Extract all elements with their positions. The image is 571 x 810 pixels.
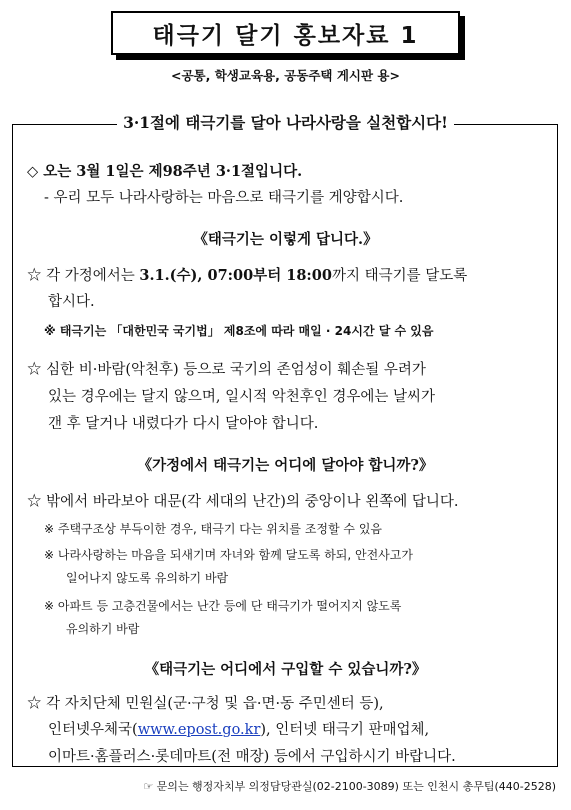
section1-item1-date: 3.1.(수), 07:00부터 18:00 [139,267,332,284]
epost-link[interactable]: www.epost.go.kr [137,722,261,738]
star-icon: ☆ [27,268,42,284]
section2-note-1: ※ 주택구조상 부득이한 경우, 태극기 다는 위치를 조정할 수 있음 [44,522,383,536]
star-icon: ☆ [27,494,42,510]
section1-item2-line1 [27,358,426,379]
section1-item1-text-c: 까지 태극기를 달도록 [331,268,468,284]
section2-note-3-cont: 유의하기 바람 [66,622,140,636]
section1-item2-line3: 갠 후 달거나 내렸다가 다시 달아야 합니다. [48,416,319,432]
section3-heading: 《태극기는 어디에서 구입할 수 있습니까?》 [144,661,427,678]
intro-text: 오는 3월 1일은 제98주년 3·1절입니다. [43,163,303,180]
section1-item2-line2: 있는 경우에는 달지 않으며, 일시적 악천후인 경우에는 날씨가 [48,389,436,405]
banner [0,111,571,133]
section2-heading: 《가정에서 태극기는 어디에 달아야 합니까?》 [137,457,434,474]
diamond-icon: ◇ [27,163,39,180]
section1-heading: 《태극기는 이렇게 답니다.》 [193,231,378,248]
banner-text: 3·1절에 태극기를 달아 나라사랑을 실천합시다! [117,113,454,132]
section2-note-3: ※ 아파트 등 고층건물에서는 난간 등에 단 태극기가 떨어지지 않도록 [44,599,402,613]
section3-item-text2b: ), 인터넷 태극기 판매업체, [260,722,430,738]
section3-item-line3: 이마트·홈플러스·롯데마트(전 매장) 등에서 구입하시기 바랍니다. [48,749,456,765]
section3-item-line2 [48,718,429,739]
section1-item1-line1 [27,264,467,285]
section2-note-2-cont: 일어나지 않도록 유의하기 바람 [66,571,229,585]
section1-note: ※ 태극기는 「대한민국 국기법」 제8조에 따라 매일 · 24시간 달 수 있음 [44,324,434,338]
subtitle: <공통, 학생교육용, 공동주택 게시판 용> [171,68,400,83]
intro-line1 [27,160,302,181]
section2-note-2: ※ 나라사랑하는 마음을 되새기며 자녀와 함께 달도록 하되, 안전사고가 [44,548,413,562]
section3-item-text1: 각 자치단체 민원실(군·구청 및 읍·면·동 주민센터 등), [46,696,384,712]
star-icon: ☆ [27,696,42,712]
section1-item1-line2: 합시다. [48,294,95,310]
document-title: 태극기 달기 홍보자료 1 [152,22,419,49]
section2-item-line1 [27,490,458,511]
section2-item-text: 밖에서 바라보아 대문(각 세대의 난간)의 중앙이나 왼쪽에 답니다. [46,494,459,510]
section3-item-text2a: 인터넷우체국( [48,722,138,738]
contact-footer: ☞ 문의는 행정자치부 의정담당관실(02-2100-3089) 또는 인천시 총무팀(440-2528) [143,780,556,793]
intro-line2: - 우리 모두 나라사랑하는 마음으로 태극기를 게양합시다. [44,190,404,206]
star-icon: ☆ [27,362,42,378]
section3-item-line1 [27,692,384,713]
title-box [111,11,460,55]
section1-item2-text1: 심한 비·바람(악천후) 등으로 국기의 존엄성이 훼손될 우려가 [46,362,426,378]
section1-item1-text-a: 각 가정에서는 [46,268,140,284]
